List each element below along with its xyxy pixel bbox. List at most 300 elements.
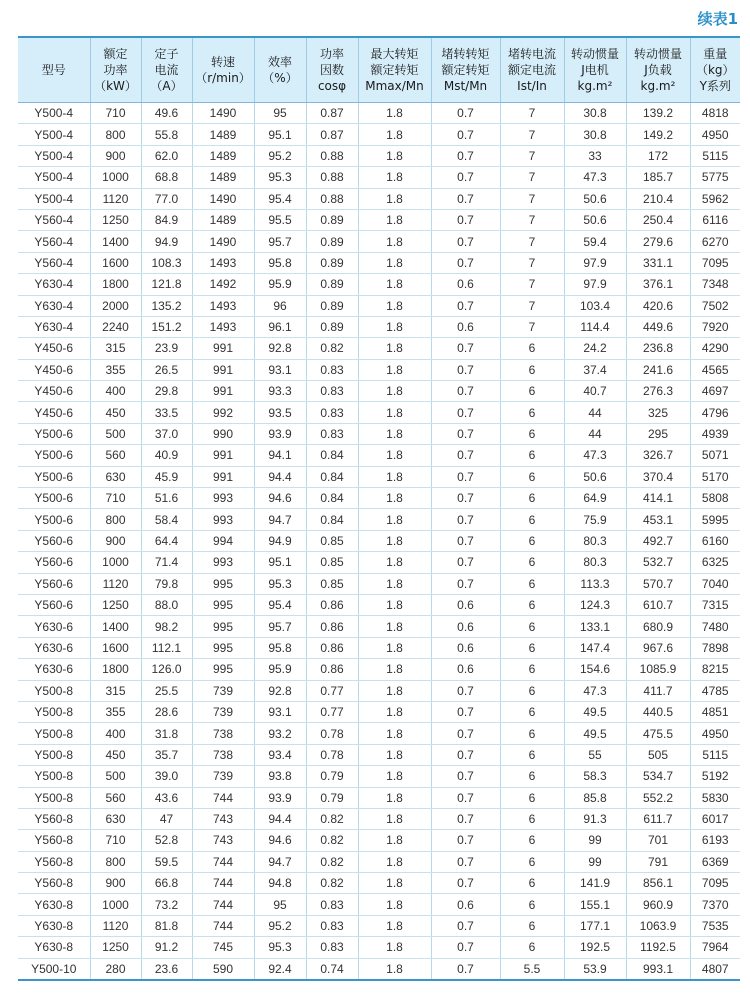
table-cell: 0.7 <box>431 466 500 487</box>
table-cell: 414.1 <box>626 488 690 509</box>
table-cell: 49.5 <box>564 701 626 722</box>
column-header <box>690 38 740 103</box>
table-cell: 1.8 <box>358 466 431 487</box>
column-header-line: 堵转电流 <box>507 47 556 61</box>
table-cell: 5115 <box>690 744 740 765</box>
table-cell: 0.7 <box>431 808 500 829</box>
table-cell: 1490 <box>192 188 254 209</box>
column-header <box>18 38 90 103</box>
table-cell: 151.2 <box>141 316 192 337</box>
table-cell: 0.7 <box>431 680 500 701</box>
table-cell: 450 <box>90 402 141 423</box>
table-cell: 4565 <box>690 359 740 380</box>
table-cell: 0.86 <box>306 637 358 658</box>
table-cell: 95.3 <box>254 937 306 958</box>
table-cell: 0.7 <box>431 381 500 402</box>
table-cell: 800 <box>90 851 141 872</box>
table-cell: 95.2 <box>254 915 306 936</box>
table-cell: 5170 <box>690 466 740 487</box>
table-cell: 0.7 <box>431 851 500 872</box>
table-cell: 534.7 <box>626 766 690 787</box>
table-cell: 0.7 <box>431 723 500 744</box>
table-cell: 6270 <box>690 231 740 252</box>
table-cell: 99 <box>564 830 626 851</box>
table-cell: 744 <box>192 787 254 808</box>
table-cell: 900 <box>90 145 141 166</box>
table-cell: 315 <box>90 338 141 359</box>
table-cell: 967.6 <box>626 637 690 658</box>
table-cell: 112.1 <box>141 637 192 658</box>
table-cell: 0.6 <box>431 894 500 915</box>
table-row <box>18 145 740 166</box>
model-cell: Y630-8 <box>18 915 90 936</box>
table-cell: 5.5 <box>500 958 564 979</box>
table-cell: 0.7 <box>431 552 500 573</box>
table-cell: 1.8 <box>358 530 431 551</box>
table-cell: 5115 <box>690 145 740 166</box>
table-cell: 279.6 <box>626 231 690 252</box>
table-cell: 7 <box>500 167 564 188</box>
model-cell: Y500-6 <box>18 509 90 530</box>
table-cell: 1.8 <box>358 594 431 615</box>
table-cell: 5775 <box>690 167 740 188</box>
table-cell: 900 <box>90 530 141 551</box>
motor-spec-table-frame <box>18 36 740 981</box>
table-cell: 0.7 <box>431 488 500 509</box>
table-cell: 993 <box>192 509 254 530</box>
table-cell: 1800 <box>90 659 141 680</box>
table-cell: 121.8 <box>141 274 192 295</box>
table-cell: 95.8 <box>254 252 306 273</box>
table-cell: 99 <box>564 851 626 872</box>
table-cell: 93.9 <box>254 423 306 444</box>
column-header-line: Mmax/Mn <box>365 79 424 93</box>
table-cell: 995 <box>192 659 254 680</box>
table-row <box>18 167 740 188</box>
table-row <box>18 295 740 316</box>
table-cell: 43.6 <box>141 787 192 808</box>
table-cell: 0.7 <box>431 915 500 936</box>
table-row <box>18 594 740 615</box>
table-row <box>18 423 740 444</box>
table-cell: 7 <box>500 188 564 209</box>
table-cell: 0.87 <box>306 124 358 145</box>
table-cell: 4818 <box>690 103 740 124</box>
column-header-line: （kW） <box>94 79 137 93</box>
column-header <box>358 38 431 103</box>
table-cell: 0.86 <box>306 594 358 615</box>
table-cell: 6 <box>500 338 564 359</box>
table-cell: 995 <box>192 573 254 594</box>
table-cell: 1192.5 <box>626 937 690 958</box>
table-cell: 326.7 <box>626 445 690 466</box>
table-cell: 1.8 <box>358 915 431 936</box>
table-cell: 993 <box>192 552 254 573</box>
model-cell: Y560-4 <box>18 231 90 252</box>
table-cell: 1.8 <box>358 381 431 402</box>
model-cell: Y630-6 <box>18 616 90 637</box>
table-cell: 991 <box>192 359 254 380</box>
table-cell: 1.8 <box>358 209 431 230</box>
table-row <box>18 808 740 829</box>
table-cell: 6 <box>500 509 564 530</box>
table-cell: 133.1 <box>564 616 626 637</box>
table-cell: 73.2 <box>141 894 192 915</box>
table-cell: 58.4 <box>141 509 192 530</box>
table-cell: 95.4 <box>254 188 306 209</box>
column-header-line: cosφ <box>317 79 347 93</box>
table-cell: 6 <box>500 830 564 851</box>
table-cell: 370.4 <box>626 466 690 487</box>
table-cell: 0.7 <box>431 423 500 444</box>
table-cell: 6 <box>500 723 564 744</box>
table-cell: 29.8 <box>141 381 192 402</box>
table-cell: 1.8 <box>358 830 431 851</box>
table-cell: 93.2 <box>254 723 306 744</box>
table-cell: 7370 <box>690 894 740 915</box>
table-cell: 560 <box>90 445 141 466</box>
table-cell: 97.9 <box>564 252 626 273</box>
table-row <box>18 103 740 124</box>
table-cell: 440.5 <box>626 701 690 722</box>
table-cell: 40.7 <box>564 381 626 402</box>
table-row <box>18 701 740 722</box>
model-cell: Y560-4 <box>18 209 90 230</box>
table-cell: 990 <box>192 423 254 444</box>
table-cell: 95.3 <box>254 167 306 188</box>
table-cell: 6 <box>500 659 564 680</box>
table-cell: 745 <box>192 937 254 958</box>
table-cell: 0.84 <box>306 466 358 487</box>
table-cell: 0.83 <box>306 937 358 958</box>
table-cell: 7040 <box>690 573 740 594</box>
table-cell: 7095 <box>690 252 740 273</box>
header-row <box>18 38 740 103</box>
table-cell: 1.8 <box>358 659 431 680</box>
table-row <box>18 958 740 979</box>
table-cell: 0.83 <box>306 915 358 936</box>
table-cell: 1489 <box>192 145 254 166</box>
column-header-line: Ist/In <box>517 79 547 93</box>
table-cell: 744 <box>192 851 254 872</box>
table-cell: 0.83 <box>306 381 358 402</box>
column-header-line: J电机 <box>581 63 609 77</box>
table-row <box>18 188 740 209</box>
table-cell: 0.7 <box>431 573 500 594</box>
table-cell: 0.82 <box>306 851 358 872</box>
table-cell: 1.8 <box>358 252 431 273</box>
table-cell: 94.9 <box>254 530 306 551</box>
table-cell: 449.6 <box>626 316 690 337</box>
table-cell: 62.0 <box>141 145 192 166</box>
table-cell: 0.7 <box>431 530 500 551</box>
table-cell: 75.9 <box>564 509 626 530</box>
table-row <box>18 402 740 423</box>
table-cell: 53.9 <box>564 958 626 979</box>
table-cell: 35.7 <box>141 744 192 765</box>
table-cell: 0.7 <box>431 231 500 252</box>
table-cell: 23.9 <box>141 338 192 359</box>
column-header-line: 功率 <box>103 63 128 77</box>
table-cell: 95.9 <box>254 274 306 295</box>
table-cell: 1600 <box>90 252 141 273</box>
table-cell: 7964 <box>690 937 740 958</box>
table-cell: 355 <box>90 359 141 380</box>
table-cell: 0.77 <box>306 701 358 722</box>
model-cell: Y500-4 <box>18 145 90 166</box>
table-cell: 95.2 <box>254 145 306 166</box>
model-cell: Y630-6 <box>18 637 90 658</box>
table-row <box>18 530 740 551</box>
table-cell: 315 <box>90 680 141 701</box>
table-cell: 1489 <box>192 209 254 230</box>
column-header <box>306 38 358 103</box>
table-cell: 0.7 <box>431 103 500 124</box>
table-cell: 1.8 <box>358 338 431 359</box>
table-cell: 6 <box>500 787 564 808</box>
table-cell: 8215 <box>690 659 740 680</box>
table-cell: 1400 <box>90 231 141 252</box>
table-cell: 95 <box>254 103 306 124</box>
table-row <box>18 274 740 295</box>
model-cell: Y500-8 <box>18 680 90 701</box>
table-cell: 154.6 <box>564 659 626 680</box>
table-cell: 250.4 <box>626 209 690 230</box>
table-cell: 6 <box>500 466 564 487</box>
table-cell: 800 <box>90 124 141 145</box>
table-cell: 505 <box>626 744 690 765</box>
table-cell: 94.6 <box>254 488 306 509</box>
model-cell: Y500-4 <box>18 124 90 145</box>
table-cell: 141.9 <box>564 873 626 894</box>
model-cell: Y500-6 <box>18 466 90 487</box>
table-cell: 0.84 <box>306 488 358 509</box>
table-cell: 7315 <box>690 594 740 615</box>
table-cell: 124.3 <box>564 594 626 615</box>
table-cell: 739 <box>192 766 254 787</box>
model-cell: Y560-6 <box>18 530 90 551</box>
table-cell: 95.9 <box>254 659 306 680</box>
table-cell: 80.3 <box>564 552 626 573</box>
table-cell: 59.4 <box>564 231 626 252</box>
table-cell: 7 <box>500 145 564 166</box>
table-cell: 91.3 <box>564 808 626 829</box>
table-cell: 1.8 <box>358 295 431 316</box>
table-body <box>18 103 740 980</box>
table-cell: 1.8 <box>358 894 431 915</box>
model-cell: Y500-4 <box>18 103 90 124</box>
table-cell: 1.8 <box>358 188 431 209</box>
table-cell: 39.0 <box>141 766 192 787</box>
table-cell: 450 <box>90 744 141 765</box>
table-row <box>18 124 740 145</box>
table-cell: 4807 <box>690 958 740 979</box>
table-cell: 1.8 <box>358 167 431 188</box>
table-cell: 0.7 <box>431 958 500 979</box>
table-cell: 5995 <box>690 509 740 530</box>
table-cell: 95.3 <box>254 573 306 594</box>
model-cell: Y560-6 <box>18 573 90 594</box>
table-cell: 744 <box>192 873 254 894</box>
table-cell: 991 <box>192 381 254 402</box>
table-cell: 1.8 <box>358 637 431 658</box>
table-cell: 0.7 <box>431 252 500 273</box>
table-cell: 95.7 <box>254 616 306 637</box>
table-cell: 64.4 <box>141 530 192 551</box>
table-cell: 0.6 <box>431 637 500 658</box>
table-cell: 0.82 <box>306 808 358 829</box>
table-cell: 743 <box>192 808 254 829</box>
table-row <box>18 316 740 337</box>
table-row <box>18 381 740 402</box>
table-cell: 0.7 <box>431 744 500 765</box>
table-row <box>18 937 740 958</box>
column-header-line: 额定转矩 <box>441 63 490 77</box>
table-cell: 1.8 <box>358 124 431 145</box>
table-cell: 1.8 <box>358 873 431 894</box>
table-cell: 1063.9 <box>626 915 690 936</box>
table-cell: 6 <box>500 423 564 444</box>
table-cell: 45.9 <box>141 466 192 487</box>
table-cell: 1.8 <box>358 787 431 808</box>
table-cell: 30.8 <box>564 124 626 145</box>
table-cell: 44 <box>564 402 626 423</box>
model-cell: Y630-8 <box>18 937 90 958</box>
table-cell: 0.83 <box>306 423 358 444</box>
table-cell: 1600 <box>90 637 141 658</box>
table-cell: 6 <box>500 573 564 594</box>
column-header-line: 电流 <box>154 63 179 77</box>
table-cell: 108.3 <box>141 252 192 273</box>
column-header-line: kg.m² <box>577 79 613 93</box>
table-row <box>18 445 740 466</box>
table-cell: 0.78 <box>306 723 358 744</box>
model-cell: Y500-8 <box>18 744 90 765</box>
table-cell: 6 <box>500 701 564 722</box>
table-cell: 1.8 <box>358 958 431 979</box>
table-row <box>18 231 740 252</box>
column-header-line: （kg） <box>695 63 735 77</box>
table-cell: 4697 <box>690 381 740 402</box>
table-cell: 6116 <box>690 209 740 230</box>
table-cell: 420.6 <box>626 295 690 316</box>
column-header-line: 最大转矩 <box>370 47 419 61</box>
table-cell: 0.7 <box>431 937 500 958</box>
table-cell: 5962 <box>690 188 740 209</box>
table-cell: 0.84 <box>306 445 358 466</box>
table-cell: 995 <box>192 637 254 658</box>
table-cell: 139.2 <box>626 103 690 124</box>
model-cell: Y500-8 <box>18 766 90 787</box>
table-row <box>18 894 740 915</box>
table-cell: 0.7 <box>431 124 500 145</box>
model-cell: Y500-4 <box>18 188 90 209</box>
table-cell: 81.8 <box>141 915 192 936</box>
table-cell: 1.8 <box>358 445 431 466</box>
column-header-line: 功率 <box>319 47 344 61</box>
model-cell: Y630-4 <box>18 295 90 316</box>
table-cell: 0.88 <box>306 167 358 188</box>
table-cell: 94.7 <box>254 509 306 530</box>
model-cell: Y560-8 <box>18 851 90 872</box>
table-cell: 0.6 <box>431 616 500 637</box>
table-cell: 113.3 <box>564 573 626 594</box>
column-header-line: 重量 <box>703 47 728 61</box>
column-header-line: kg.m² <box>640 79 676 93</box>
table-cell: 103.4 <box>564 295 626 316</box>
table-cell: 6 <box>500 402 564 423</box>
model-cell: Y500-6 <box>18 488 90 509</box>
table-cell: 4796 <box>690 402 740 423</box>
table-cell: 500 <box>90 423 141 444</box>
table-cell: 95.1 <box>254 552 306 573</box>
model-cell: Y560-4 <box>18 252 90 273</box>
table-cell: 66.8 <box>141 873 192 894</box>
table-cell: 994 <box>192 530 254 551</box>
table-cell: 630 <box>90 808 141 829</box>
table-cell: 991 <box>192 466 254 487</box>
table-cell: 7535 <box>690 915 740 936</box>
table-cell: 33 <box>564 145 626 166</box>
table-cell: 6 <box>500 851 564 872</box>
table-cell: 991 <box>192 338 254 359</box>
table-cell: 2000 <box>90 295 141 316</box>
table-cell: 5192 <box>690 766 740 787</box>
table-cell: 1489 <box>192 167 254 188</box>
table-cell: 1.8 <box>358 488 431 509</box>
table-cell: 0.89 <box>306 209 358 230</box>
table-cell: 6193 <box>690 830 740 851</box>
table-cell: 7095 <box>690 873 740 894</box>
table-cell: 1490 <box>192 231 254 252</box>
table-cell: 411.7 <box>626 680 690 701</box>
model-cell: Y450-6 <box>18 359 90 380</box>
table-cell: 960.9 <box>626 894 690 915</box>
table-cell: 0.87 <box>306 103 358 124</box>
column-header <box>626 38 690 103</box>
table-cell: 1.8 <box>358 423 431 444</box>
table-cell: 0.7 <box>431 787 500 808</box>
table-cell: 6369 <box>690 851 740 872</box>
table-cell: 7920 <box>690 316 740 337</box>
table-cell: 114.4 <box>564 316 626 337</box>
table-cell: 7502 <box>690 295 740 316</box>
table-cell: 1250 <box>90 209 141 230</box>
table-row <box>18 744 740 765</box>
table-cell: 50.6 <box>564 188 626 209</box>
table-cell: 0.89 <box>306 295 358 316</box>
table-cell: 995 <box>192 616 254 637</box>
table-cell: 1.8 <box>358 552 431 573</box>
table-cell: 0.89 <box>306 316 358 337</box>
table-cell: 680.9 <box>626 616 690 637</box>
table-cell: 1.8 <box>358 937 431 958</box>
table-cell: 1.8 <box>358 402 431 423</box>
table-cell: 6 <box>500 552 564 573</box>
table-row <box>18 723 740 744</box>
table-cell: 400 <box>90 723 141 744</box>
table-cell: 743 <box>192 830 254 851</box>
table-cell: 94.8 <box>254 873 306 894</box>
table-cell: 0.7 <box>431 830 500 851</box>
table-cell: 0.83 <box>306 359 358 380</box>
column-header-line: （r/min） <box>195 71 251 85</box>
table-cell: 95.1 <box>254 124 306 145</box>
model-cell: Y560-6 <box>18 594 90 615</box>
table-cell: 2240 <box>90 316 141 337</box>
table-cell: 126.0 <box>141 659 192 680</box>
table-cell: 900 <box>90 873 141 894</box>
